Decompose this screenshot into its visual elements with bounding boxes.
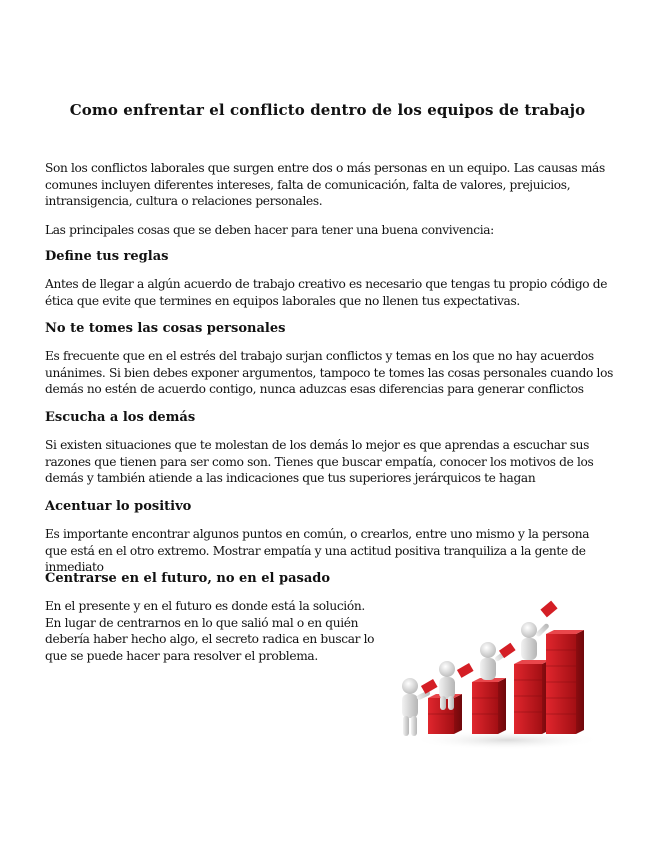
section-body-positive: Es importante encontrar algunos puntos en común, o crearlos, entre uno mismo y la persona que está en el otro extremo. Mostrar empatía y una actitud positiva tranquiliza a la gente de inmediato — [45, 527, 590, 574]
lead-paragraph: Las principales cosas que se deben hacer para tener una buena convivencia: — [45, 223, 494, 237]
section-body-listen: Si existen situaciones que te molestan de los demás lo mejor es que aprendas a escuchar sus razones que tienen para ser como son. Tienes que buscar empatía, conocer los motivos de los demás y también atiende a las indicaciones que tus superiores jerárquicos te hagan — [45, 438, 594, 485]
team-figures-bar-chart-icon — [392, 590, 602, 750]
section-body-not-personal: Es frecuente que en el estrés del trabajo surjan conflictos y temas en los que no hay acuerdos unánimes. Si bien debes exponer argumentos, tampoco te tomes las cosas personales cuando los demás no estén de acuerdo contigo, nunca aduzcas esas diferencias para generar conflictos — [45, 349, 613, 396]
intro-paragraph: Son los conflictos laborales que surgen entre dos o más personas en un equipo. Las causas más comunes incluyen diferentes intereses, falta de comunicación, falta de valores, prejuicios, intransigencia, cultura o relaciones personales. — [45, 161, 605, 208]
section-heading-listen: Escucha a los demás — [45, 410, 196, 425]
section-heading-not-personal: No te tomes las cosas personales — [45, 321, 286, 336]
section-body-future: En el presente y en el futuro es donde está la solución. En lugar de centrarnos en lo que salió mal o en quién debería haber hecho algo, el secreto radica en buscar lo que se puede hacer para resolver el problema. — [45, 599, 375, 663]
section-body-define-rules: Antes de llegar a algún acuerdo de trabajo creativo es necesario que tengas tu propio código de ética que evite que termines en equipos laborales que no llenen tus expectativas. — [45, 277, 608, 308]
section-heading-define-rules: Define tus reglas — [45, 249, 169, 264]
section-heading-future: Centrarse en el futuro, no en el pasado — [45, 571, 331, 586]
document-title: Como enfrentar el conflicto dentro de los equipos de trabajo — [69, 101, 586, 119]
section-heading-positive: Acentuar lo positivo — [45, 499, 192, 514]
